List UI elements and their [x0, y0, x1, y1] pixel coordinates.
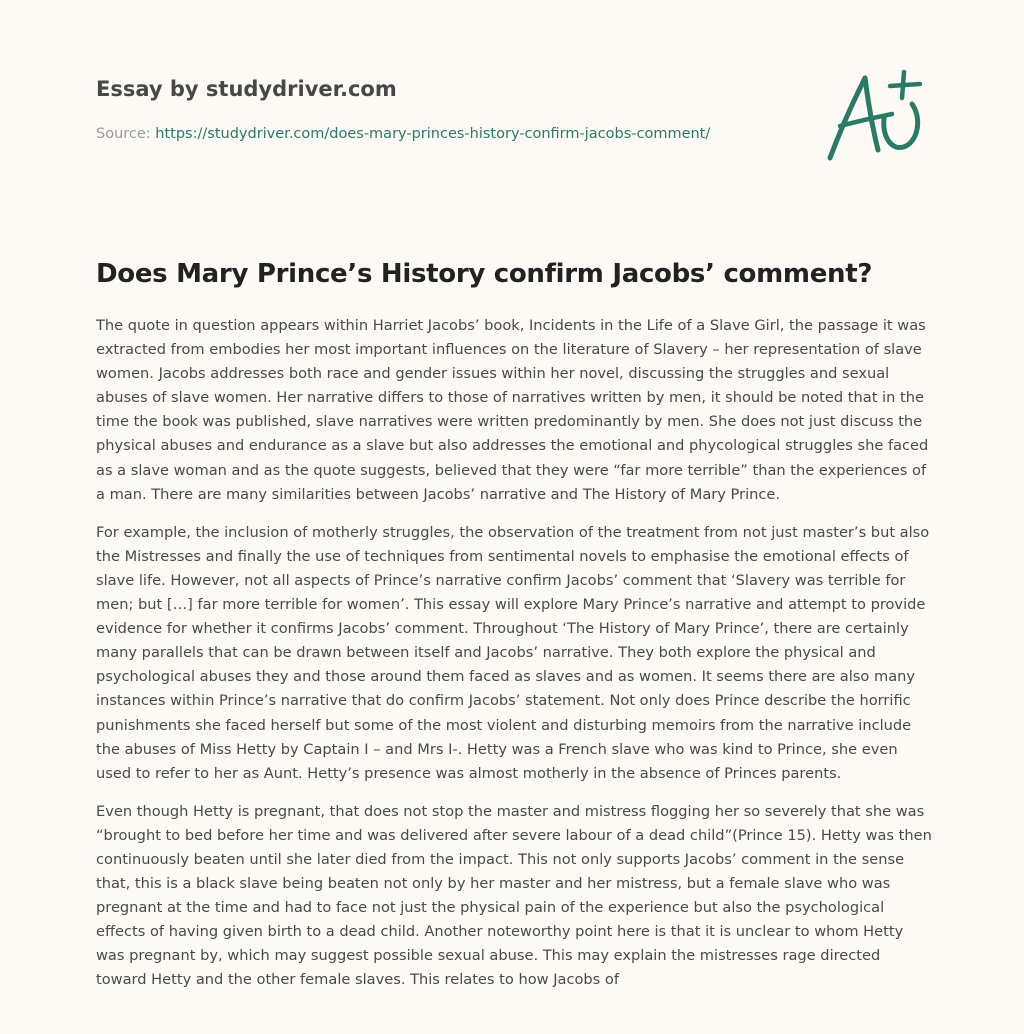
essay-paragraph: The quote in question appears within Harriet Jacobs’ book, Incidents in the Life of a Slave Girl, the passage it was extracted from embodies her most important influences on the literature of Slavery – her representation of slave women. Jacobs addresses both race and gender issues within her novel, discussing the struggles and sexual abuses of slave women. Her narrative differs to those of narratives written by men, it should be noted that in the time the book was published, slave narratives were written predominantly by men. She does not just discuss the physical abuses and endurance as a slave but also addresses the emotional and phycological struggles she faced as a slave woman and as the quote suggests, believed that they were “far more terrible” than the experiences of a man. There are many similarities between Jacobs’ narrative and The History of Mary Prince.: [96, 317, 929, 503]
a-plus-grade-icon: [820, 66, 930, 166]
essay-paragraph: Even though Hetty is pregnant, that does not stop the master and mistress flogging her so severely that she was “brought to bed before her time and was delivered after severe labour of a dead child”(Prince 15). Hetty was then continuously beaten until she later died from the impact. This not only supports Jacobs’ comment in the sense that, this is a black slave being beaten not only by her master and her mistress, but a female slave who was pregnant at the time and had to face not just the physical pain of the experience but also the psychological effects of having given birth to a dead child. Another noteworthy point here is that it is unclear to whom Hetty was pregnant by, which may suggest possible sexual abuse. This may explain the mistresses rage directed toward Hetty and the other female slaves. This relates to how Jacobs of: [96, 802, 932, 989]
essay-title: Does Mary Prince’s History confirm Jacobs’ comment?: [96, 259, 873, 289]
source-label: Source:: [96, 126, 156, 142]
source-line: [96, 124, 796, 144]
essay-body: [96, 314, 932, 1007]
site-title: Essay by studydriver.com: [96, 77, 397, 101]
source-link[interactable]: https://studydriver.com/does-mary-princes-history-confirm-jacobs-comment/: [155, 126, 711, 142]
essay-header: [96, 74, 796, 144]
essay-paragraph: For example, the inclusion of motherly struggles, the observation of the treatment from not just master’s but also the Mistresses and finally the use of techniques from sentimental novels to emphasise the emotional effects of slave life. However, not all aspects of Prince’s narrative confirm Jacobs’ comment that ‘Slavery was terrible for men; but […] far more terrible for women’. This essay will explore Mary Prince’s narrative and attempt to provide evidence for whether it confirms Jacobs’ comment. Throughout ‘The History of Mary Prince’, there are certainly many parallels that can be drawn between itself and Jacobs’ narrative. They both explore the physical and psychological abuses they and those around them faced as slaves and as women. It seems there are also many instances within Prince’s narrative that do confirm Jacobs’ statement. Not only does Prince describe the horrific punishments she faced herself but some of the most violent and disturbing memoirs from the narrative include the abuses of Miss Hetty by Captain I – and Mrs I-. Hetty was a French slave who was kind to Prince, she even used to refer to her as Aunt. Hetty’s presence was almost motherly in the absence of Princes parents.: [96, 523, 930, 782]
